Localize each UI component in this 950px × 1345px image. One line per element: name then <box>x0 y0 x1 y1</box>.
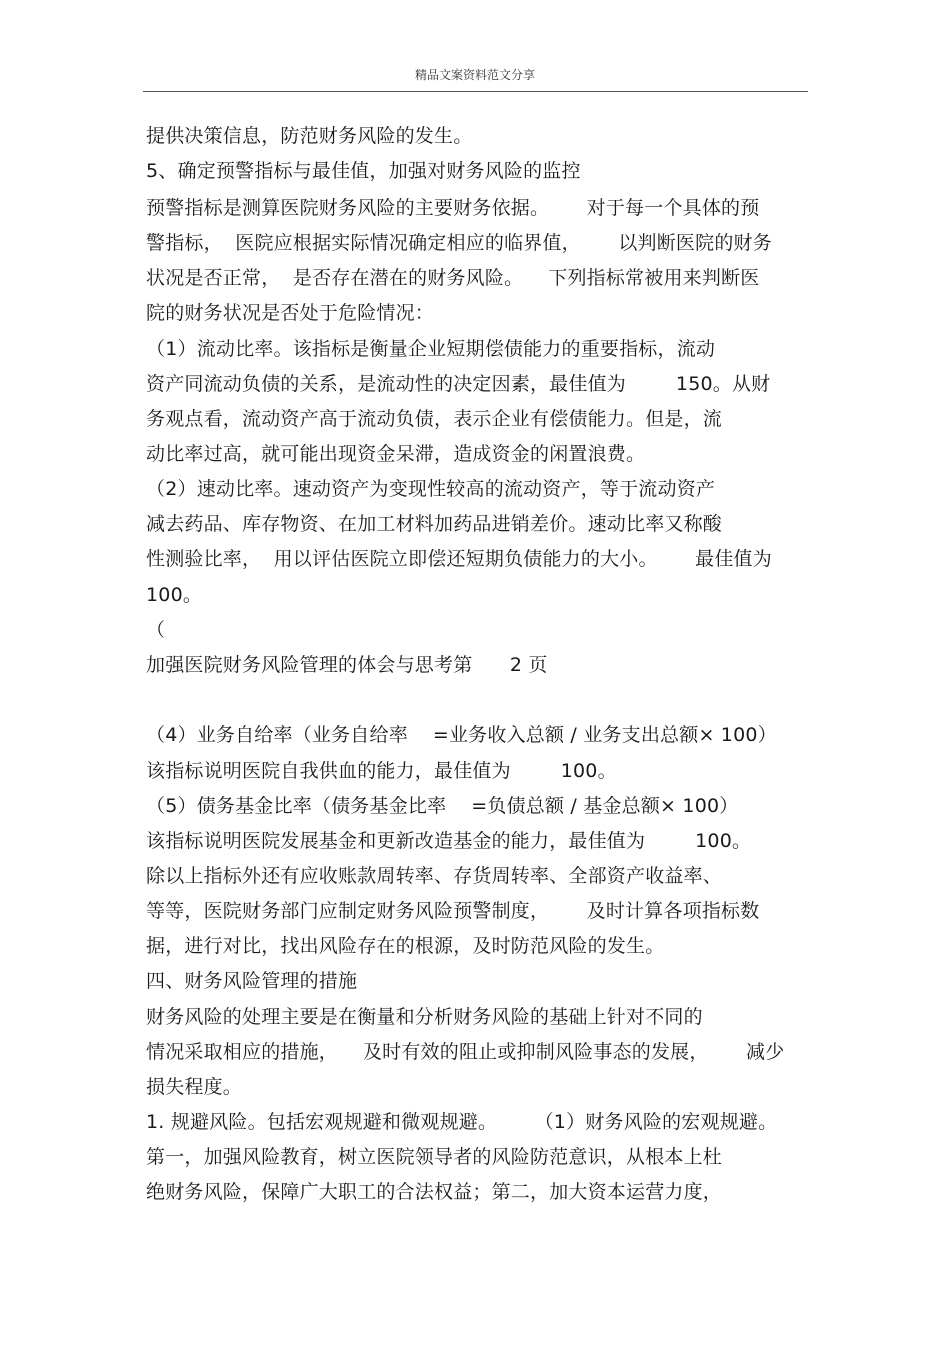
section-heading: 四、财务风险管理的措施 <box>146 970 358 992</box>
text-line: 资产同流动负债的关系，是流动性的决定因素，最佳值为 150。从财 <box>146 373 771 395</box>
text-line: 情况采取相应的措施， 及时有效的阻止或抑制风险事态的发展， 减少 <box>146 1041 785 1063</box>
text-line: 财务风险的处理主要是在衡量和分析财务风险的基础上针对不同的 <box>146 1006 703 1028</box>
text-line: 提供决策信息，防范财务风险的发生。 <box>146 125 473 147</box>
text-line: 状况是否正常， 是否存在潜在的财务风险。 下列指标常被用来判断医 <box>146 267 760 289</box>
text-line: 动比率过高，就可能出现资金呆滞，造成资金的闲置浪费。 <box>146 443 646 465</box>
text-line: 等等，医院财务部门应制定财务风险预警制度， 及时计算各项指标数 <box>146 900 760 922</box>
text-line: 100。 <box>146 584 203 606</box>
text-line: （4）业务自给率（业务自给率 =业务收入总额 / 业务支出总额× 100） <box>146 724 777 746</box>
page-break-caption: 加强医院财务风险管理的体会与思考第 2 页 <box>146 654 548 676</box>
text-line: （1）流动比率。该指标是衡量企业短期偿债能力的重要指标，流动 <box>146 338 716 360</box>
text-line: 减去药品、库存物资、在加工材料加药品进销差价。速动比率又称酸 <box>146 513 723 535</box>
text-line: 绝财务风险，保障广大职工的合法权益；第二，加大资本运营力度， <box>146 1181 723 1203</box>
section-heading: 5、确定预警指标与最佳值，加强对财务风险的监控 <box>146 160 581 182</box>
header-divider <box>143 91 808 92</box>
text-line: 第一，加强风险教育，树立医院领导者的风险防范意识，从根本上杜 <box>146 1146 723 1168</box>
text-line: 预警指标是测算医院财务风险的主要财务依据。 对于每一个具体的预 <box>146 197 760 219</box>
text-line: （2）速动比率。速动资产为变现性较高的流动资产，等于流动资产 <box>146 478 716 500</box>
text-line: 除以上指标外还有应收账款周转率、存货周转率、全部资产收益率、 <box>146 865 723 887</box>
text-line: 警指标， 医院应根据实际情况确定相应的临界值， 以判断医院的财务 <box>146 232 772 254</box>
page-header: 精品文案资料范文分享 <box>414 68 535 82</box>
text-line: 据，进行对比，找出风险存在的根源，及时防范风险的发生。 <box>146 935 665 957</box>
text-line: 1. 规避风险。包括宏观规避和微观规避。 （1）财务风险的宏观规避。 <box>146 1111 778 1133</box>
text-line: 院的财务状况是否处于危险情况： <box>146 302 435 324</box>
text-line: 性测验比率， 用以评估医院立即偿还短期负债能力的大小。 最佳值为 <box>146 548 772 570</box>
text-line: 损失程度。 <box>146 1076 243 1098</box>
text-line: （5）债务基金比率（债务基金比率 =负债总额 / 基金总额× 100） <box>146 795 739 817</box>
text-line: 务观点看，流动资产高于流动负债，表示企业有偿债能力。但是，流 <box>146 408 723 430</box>
text-line: 该指标说明医院发展基金和更新改造基金的能力，最佳值为 100。 <box>146 830 752 852</box>
text-line: （ <box>146 619 166 641</box>
text-line: 该指标说明医院自我供血的能力，最佳值为 100。 <box>146 760 617 782</box>
